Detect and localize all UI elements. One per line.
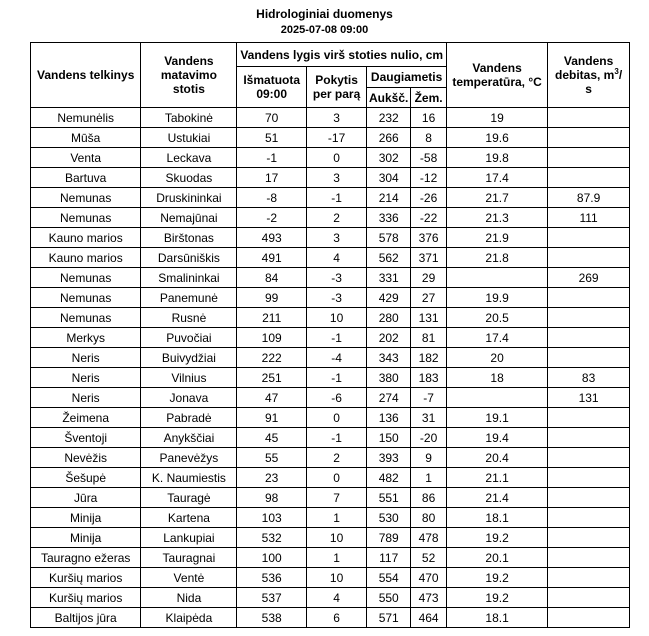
cell-water-body: Nemunas — [31, 208, 141, 228]
cell-high: 280 — [367, 308, 411, 328]
cell-change: 4 — [306, 588, 366, 608]
cell-level: 109 — [237, 328, 307, 348]
cell-station: Tauragė — [141, 488, 237, 508]
cell-station: Skuodas — [141, 168, 237, 188]
cell-temperature: 18 — [446, 368, 547, 388]
cell-low: 470 — [411, 568, 447, 588]
cell-change: 0 — [306, 408, 366, 428]
cell-temperature: 20.4 — [446, 448, 547, 468]
cell-water-body: Nevėžis — [31, 448, 141, 468]
cell-discharge — [548, 468, 630, 488]
cell-station: Tabokinė — [141, 108, 237, 128]
cell-change: -1 — [306, 428, 366, 448]
cell-level: 103 — [237, 508, 307, 528]
cell-discharge — [548, 608, 630, 628]
cell-level: 17 — [237, 168, 307, 188]
cell-temperature: 18.1 — [446, 508, 547, 528]
cell-change: -3 — [306, 288, 366, 308]
cell-low: -22 — [411, 208, 447, 228]
cell-station: Ventė — [141, 568, 237, 588]
discharge-sup: 3 — [614, 67, 619, 76]
cell-high: 232 — [367, 108, 411, 128]
cell-high: 550 — [367, 588, 411, 608]
cell-low: 8 — [411, 128, 447, 148]
cell-high: 214 — [367, 188, 411, 208]
cell-change: 7 — [306, 488, 366, 508]
cell-station: Rusnė — [141, 308, 237, 328]
cell-water-body: Šventoji — [31, 428, 141, 448]
cell-discharge: 131 — [548, 388, 630, 408]
table-row — [31, 268, 630, 288]
cell-discharge: 83 — [548, 368, 630, 388]
cell-water-body: Venta — [31, 148, 141, 168]
cell-high: 380 — [367, 368, 411, 388]
cell-high: 331 — [367, 268, 411, 288]
cell-station: Vilnius — [141, 368, 237, 388]
cell-station: Nemajūnai — [141, 208, 237, 228]
cell-discharge — [548, 328, 630, 348]
cell-high: 202 — [367, 328, 411, 348]
table-row — [31, 168, 630, 188]
cell-discharge — [548, 488, 630, 508]
cell-discharge — [548, 168, 630, 188]
cell-temperature — [446, 388, 547, 408]
table-row — [31, 468, 630, 488]
cell-high: 551 — [367, 488, 411, 508]
cell-level: 251 — [237, 368, 307, 388]
cell-water-body: Nemunas — [31, 308, 141, 328]
report-header — [0, 0, 649, 37]
cell-level: 537 — [237, 588, 307, 608]
cell-water-body: Nemunas — [31, 268, 141, 288]
cell-temperature: 17.4 — [446, 168, 547, 188]
cell-discharge — [548, 448, 630, 468]
cell-high: 429 — [367, 288, 411, 308]
cell-low: -12 — [411, 168, 447, 188]
cell-discharge — [548, 568, 630, 588]
cell-low: 31 — [411, 408, 447, 428]
cell-discharge — [548, 508, 630, 528]
table-row — [31, 288, 630, 308]
cell-discharge — [548, 248, 630, 268]
cell-low: 464 — [411, 608, 447, 628]
cell-change: 3 — [306, 108, 366, 128]
cell-high: 530 — [367, 508, 411, 528]
cell-discharge: 111 — [548, 208, 630, 228]
cell-low: -20 — [411, 428, 447, 448]
cell-level: -2 — [237, 208, 307, 228]
cell-discharge — [548, 408, 630, 428]
cell-water-body: Nemunas — [31, 288, 141, 308]
cell-change: 2 — [306, 208, 366, 228]
cell-change: -3 — [306, 268, 366, 288]
table-row — [31, 208, 630, 228]
table-row — [31, 488, 630, 508]
cell-discharge — [548, 588, 630, 608]
cell-station: Pabradė — [141, 408, 237, 428]
cell-water-body: Kauno marios — [31, 228, 141, 248]
cell-high: 117 — [367, 548, 411, 568]
cell-discharge — [548, 288, 630, 308]
cell-low: 371 — [411, 248, 447, 268]
cell-level: 45 — [237, 428, 307, 448]
cell-discharge — [548, 528, 630, 548]
cell-high: 562 — [367, 248, 411, 268]
col-high: Aukšč. — [367, 88, 411, 108]
cell-level: 70 — [237, 108, 307, 128]
cell-low: 376 — [411, 228, 447, 248]
table-row — [31, 228, 630, 248]
table-row — [31, 188, 630, 208]
cell-discharge — [548, 428, 630, 448]
cell-low: 27 — [411, 288, 447, 308]
cell-high: 302 — [367, 148, 411, 168]
cell-change: 0 — [306, 468, 366, 488]
cell-high: 274 — [367, 388, 411, 408]
cell-high: 336 — [367, 208, 411, 228]
cell-change: 2 — [306, 448, 366, 468]
cell-temperature: 20 — [446, 348, 547, 368]
cell-station: Lankupiai — [141, 528, 237, 548]
cell-change: -1 — [306, 328, 366, 348]
cell-water-body: Žeimena — [31, 408, 141, 428]
cell-change: 0 — [306, 148, 366, 168]
cell-level: 98 — [237, 488, 307, 508]
cell-water-body: Mūša — [31, 128, 141, 148]
cell-temperature: 19.2 — [446, 568, 547, 588]
cell-change: -4 — [306, 348, 366, 368]
col-low: Žem. — [411, 88, 447, 108]
table-row — [31, 508, 630, 528]
cell-level: 493 — [237, 228, 307, 248]
cell-high: 393 — [367, 448, 411, 468]
cell-level: 538 — [237, 608, 307, 628]
cell-water-body: Nemunas — [31, 188, 141, 208]
cell-temperature: 19 — [446, 108, 547, 128]
col-water-body: Vandens telkinys — [31, 43, 141, 108]
cell-water-body: Jūra — [31, 488, 141, 508]
cell-water-body: Minija — [31, 528, 141, 548]
cell-station: Leckava — [141, 148, 237, 168]
cell-temperature: 21.4 — [446, 488, 547, 508]
table-row — [31, 328, 630, 348]
cell-temperature: 19.1 — [446, 408, 547, 428]
cell-high: 482 — [367, 468, 411, 488]
cell-change: -1 — [306, 368, 366, 388]
cell-station: Klaipėda — [141, 608, 237, 628]
cell-temperature: 21.3 — [446, 208, 547, 228]
cell-low: 86 — [411, 488, 447, 508]
cell-low: 16 — [411, 108, 447, 128]
cell-station: Birštonas — [141, 228, 237, 248]
cell-level: 55 — [237, 448, 307, 468]
cell-change: 10 — [306, 528, 366, 548]
cell-low: -7 — [411, 388, 447, 408]
cell-level: 536 — [237, 568, 307, 588]
cell-level: 47 — [237, 388, 307, 408]
col-temperature: Vandens temperatūra, °C — [446, 43, 547, 108]
cell-change: 3 — [306, 228, 366, 248]
cell-station: Druskininkai — [141, 188, 237, 208]
table-row — [31, 428, 630, 448]
cell-temperature: 18.1 — [446, 608, 547, 628]
cell-temperature: 19.6 — [446, 128, 547, 148]
cell-high: 554 — [367, 568, 411, 588]
table-row — [31, 388, 630, 408]
cell-station: Tauragnai — [141, 548, 237, 568]
cell-level: -1 — [237, 148, 307, 168]
cell-change: 3 — [306, 168, 366, 188]
table-body — [31, 108, 630, 628]
hydrology-table — [30, 42, 630, 628]
cell-water-body: Tauragno ežeras — [31, 548, 141, 568]
cell-low: 131 — [411, 308, 447, 328]
cell-level: -8 — [237, 188, 307, 208]
cell-change: 1 — [306, 508, 366, 528]
cell-discharge — [548, 108, 630, 128]
cell-change: -1 — [306, 188, 366, 208]
cell-water-body: Neris — [31, 368, 141, 388]
cell-station: Jonava — [141, 388, 237, 408]
cell-station: Kartena — [141, 508, 237, 528]
cell-temperature: 17.4 — [446, 328, 547, 348]
cell-low: -58 — [411, 148, 447, 168]
table-row — [31, 248, 630, 268]
cell-discharge: 269 — [548, 268, 630, 288]
cell-station: Panevėžys — [141, 448, 237, 468]
cell-water-body: Bartuva — [31, 168, 141, 188]
cell-water-body: Merkys — [31, 328, 141, 348]
cell-water-body: Kuršių marios — [31, 588, 141, 608]
cell-low: -26 — [411, 188, 447, 208]
cell-level: 23 — [237, 468, 307, 488]
cell-change: 10 — [306, 568, 366, 588]
cell-discharge — [548, 148, 630, 168]
cell-water-body: Nemunėlis — [31, 108, 141, 128]
report-title: Hidrologiniai duomenys — [256, 7, 393, 21]
cell-water-body: Neris — [31, 388, 141, 408]
cell-level: 211 — [237, 308, 307, 328]
cell-station: Ustukiai — [141, 128, 237, 148]
table-row — [31, 368, 630, 388]
cell-low: 9 — [411, 448, 447, 468]
table-row — [31, 568, 630, 588]
cell-level: 532 — [237, 528, 307, 548]
cell-low: 29 — [411, 268, 447, 288]
table-row — [31, 308, 630, 328]
report-datetime: 2025-07-08 09:00 — [280, 24, 369, 36]
cell-change: -17 — [306, 128, 366, 148]
table-row — [31, 548, 630, 568]
cell-water-body: Šešupė — [31, 468, 141, 488]
cell-discharge — [548, 128, 630, 148]
table-row — [31, 448, 630, 468]
cell-water-body: Kauno marios — [31, 248, 141, 268]
cell-station: Smalininkai — [141, 268, 237, 288]
cell-station: K. Naumiestis — [141, 468, 237, 488]
cell-low: 478 — [411, 528, 447, 548]
cell-level: 91 — [237, 408, 307, 428]
col-longterm: Daugiametis — [367, 67, 447, 88]
cell-temperature: 19.2 — [446, 528, 547, 548]
cell-level: 491 — [237, 248, 307, 268]
cell-station: Anykščiai — [141, 428, 237, 448]
cell-low: 182 — [411, 348, 447, 368]
cell-high: 571 — [367, 608, 411, 628]
table-row — [31, 148, 630, 168]
cell-low: 52 — [411, 548, 447, 568]
discharge-prefix: Vandens debitas, m — [555, 54, 615, 82]
col-change: Pokytis per parą — [306, 67, 366, 108]
cell-change: 10 — [306, 308, 366, 328]
cell-temperature: 21.1 — [446, 468, 547, 488]
cell-high: 304 — [367, 168, 411, 188]
cell-station: Panemunė — [141, 288, 237, 308]
cell-temperature: 21.7 — [446, 188, 547, 208]
cell-high: 578 — [367, 228, 411, 248]
cell-water-body: Minija — [31, 508, 141, 528]
table-row — [31, 408, 630, 428]
cell-high: 266 — [367, 128, 411, 148]
cell-high: 343 — [367, 348, 411, 368]
table-row — [31, 348, 630, 368]
cell-change: 4 — [306, 248, 366, 268]
table-row — [31, 528, 630, 548]
cell-level: 99 — [237, 288, 307, 308]
cell-temperature: 21.8 — [446, 248, 547, 268]
cell-temperature: 20.5 — [446, 308, 547, 328]
cell-level: 100 — [237, 548, 307, 568]
cell-low: 1 — [411, 468, 447, 488]
cell-low: 473 — [411, 588, 447, 608]
cell-station: Nida — [141, 588, 237, 608]
col-station: Vandens matavimo stotis — [141, 43, 237, 108]
cell-low: 81 — [411, 328, 447, 348]
cell-low: 80 — [411, 508, 447, 528]
cell-temperature: 19.9 — [446, 288, 547, 308]
cell-temperature: 19.8 — [446, 148, 547, 168]
table-row — [31, 128, 630, 148]
cell-change: -6 — [306, 388, 366, 408]
cell-discharge — [548, 308, 630, 328]
cell-level: 222 — [237, 348, 307, 368]
col-level-group: Vandens lygis virš stoties nulio, cm — [237, 43, 447, 67]
cell-change: 1 — [306, 548, 366, 568]
discharge-suffix: / s — [585, 68, 623, 96]
cell-water-body: Kuršių marios — [31, 568, 141, 588]
cell-temperature: 21.9 — [446, 228, 547, 248]
col-measured: Išmatuota 09:00 — [237, 67, 307, 108]
cell-water-body: Neris — [31, 348, 141, 368]
cell-water-body: Baltijos jūra — [31, 608, 141, 628]
cell-temperature: 19.2 — [446, 588, 547, 608]
cell-temperature: 20.1 — [446, 548, 547, 568]
col-discharge — [548, 43, 630, 108]
cell-discharge: 87.9 — [548, 188, 630, 208]
cell-station: Darsūniškis — [141, 248, 237, 268]
table-row — [31, 108, 630, 128]
cell-low: 183 — [411, 368, 447, 388]
table-head — [31, 43, 630, 108]
cell-level: 84 — [237, 268, 307, 288]
cell-station: Puvočiai — [141, 328, 237, 348]
cell-high: 789 — [367, 528, 411, 548]
cell-discharge — [548, 348, 630, 368]
cell-discharge — [548, 228, 630, 248]
table-row — [31, 608, 630, 628]
cell-level: 51 — [237, 128, 307, 148]
cell-temperature — [446, 268, 547, 288]
cell-discharge — [548, 548, 630, 568]
cell-high: 150 — [367, 428, 411, 448]
cell-change: 6 — [306, 608, 366, 628]
cell-station: Buivydžiai — [141, 348, 237, 368]
cell-temperature: 19.4 — [446, 428, 547, 448]
cell-high: 136 — [367, 408, 411, 428]
table-row — [31, 588, 630, 608]
